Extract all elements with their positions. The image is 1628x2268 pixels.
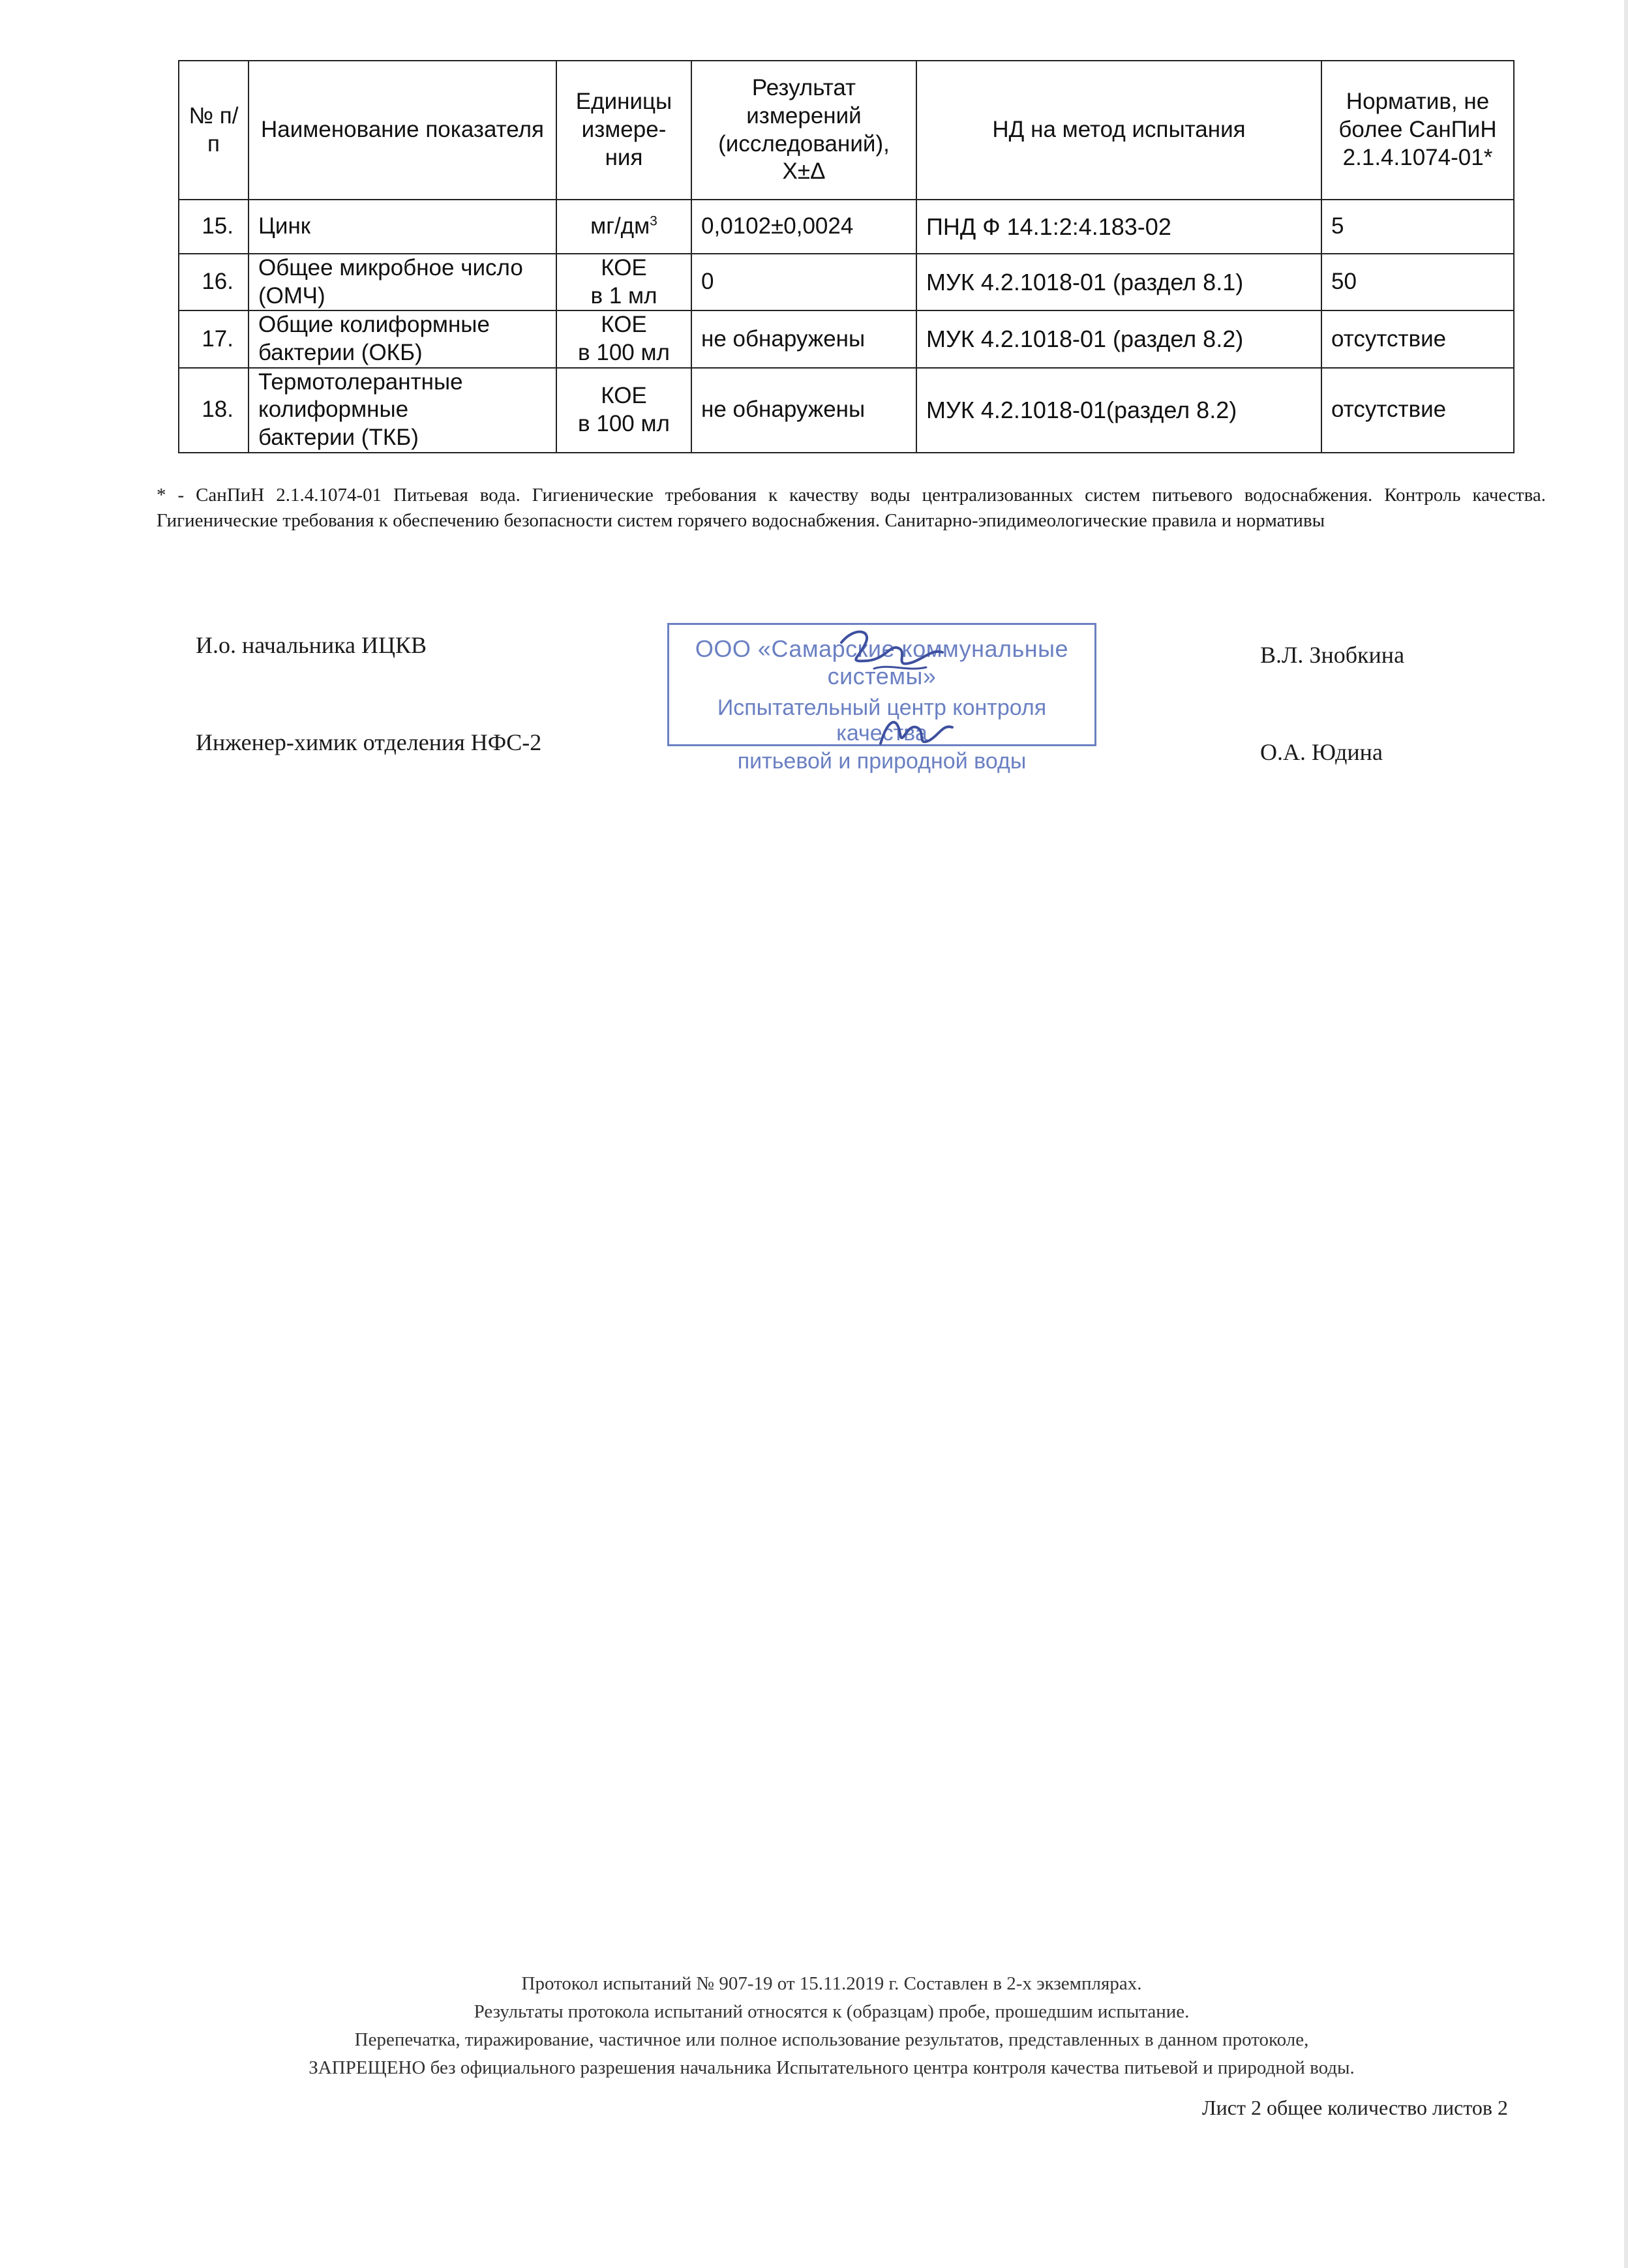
sheet-count: Лист 2 общее количество листов 2 — [1201, 2096, 1508, 2119]
row-result: 0 — [691, 254, 916, 310]
header-result: Результат измерений (исследований), X±Δ — [691, 61, 916, 200]
row-name: Общие колиформные бактерии (ОКБ) — [249, 310, 556, 367]
results-table — [178, 60, 1515, 453]
row-result: не обнаружены — [691, 368, 916, 453]
name-line: Термотолерантные — [258, 369, 463, 395]
row-unit — [556, 368, 691, 453]
row-unit — [556, 254, 691, 310]
row-norm: 50 — [1321, 254, 1514, 310]
signatory-role-1: И.о. начальника ИЦКВ — [196, 632, 427, 658]
row-method: МУК 4.2.1018-01(раздел 8.2) — [916, 368, 1321, 453]
row-no: 16. — [179, 254, 249, 310]
signature-znobkina — [828, 623, 952, 695]
page-edge — [1624, 0, 1628, 2268]
protocol-line-2: Результаты протокола испытаний относятся к (образцам) пробе, прошедшим испытание. — [474, 2001, 1190, 2022]
row-norm: отсутствие — [1321, 368, 1514, 453]
signatory-role-2: Инженер-химик отделения НФС-2 — [196, 729, 542, 755]
unit-line: КОЕ — [601, 255, 647, 280]
protocol-line-3: Перепечатка, тиражирование, частичное или полное использование результатов, представленных в данном протоколе, — [354, 2029, 1309, 2050]
row-unit — [556, 310, 691, 367]
table-row — [179, 368, 1514, 453]
unit-line: КОЕ — [601, 383, 647, 409]
row-name: Цинк — [249, 200, 556, 254]
unit-line: в 1 мл — [590, 282, 657, 309]
protocol-line-1: Протокол испытаний № 907-19 от 15.11.2019 г. Составлен в 2-х экземплярах. — [521, 1973, 1142, 1994]
row-name: Общее микробное число (ОМЧ) — [249, 254, 556, 310]
header-name: Наименование показателя — [249, 61, 556, 200]
row-norm: 5 — [1321, 200, 1514, 254]
unit-superscript: 3 — [650, 213, 657, 229]
table-row — [179, 254, 1514, 310]
signature-yudina — [871, 708, 962, 757]
name-line: колиформные — [258, 397, 409, 423]
signatory-name-2: О.А. Юдина — [1260, 739, 1383, 765]
unit-line: в 100 мл — [578, 340, 670, 366]
header-method: НД на метод испытания — [916, 61, 1321, 200]
signatory-name-1: В.Л. Знобкина — [1260, 642, 1405, 668]
table-row — [179, 310, 1514, 367]
protocol-line-4: ЗАПРЕЩЕНО без официального разрешения начальника Испытательного центра контроля качества питьевой и природной воды. — [309, 2057, 1355, 2078]
row-method: ПНД Ф 14.1:2:4.183-02 — [916, 200, 1321, 254]
protocol-note — [157, 1970, 1507, 2082]
name-line: бактерии (ТКБ) — [258, 425, 419, 451]
row-norm: отсутствие — [1321, 310, 1514, 367]
row-result: не обнаружены — [691, 310, 916, 367]
row-unit — [556, 200, 691, 254]
header-units: Единицы измере-ния — [556, 61, 691, 200]
table-header-row — [179, 61, 1514, 200]
stamp-line-2: Испытательный центр контроля качества — [717, 695, 1047, 746]
row-result: 0,0102±0,0024 — [691, 200, 916, 254]
stamp-line-1: ООО «Самарские коммунальные системы» — [695, 635, 1069, 689]
unit-base: мг/дм — [590, 213, 650, 239]
row-name — [249, 368, 556, 453]
row-method: МУК 4.2.1018-01 (раздел 8.1) — [916, 254, 1321, 310]
row-no: 17. — [179, 310, 249, 367]
header-norm: Норматив, не более СанПиН 2.1.4.1074-01* — [1321, 61, 1514, 200]
sanpin-footnote: * - СанПиН 2.1.4.1074-01 Питьевая вода. Гигиенические требования к качеству воды централизованных систем питьевого водоснабжения. Контроль качества. Гигиенические требования к обеспечению безопасности систем горячего водоснабжения. Санитарно-эпидимеологические правила и нормативы — [157, 485, 1546, 531]
row-no: 18. — [179, 368, 249, 453]
stamp-line-3: питьевой и природной воды — [737, 749, 1027, 774]
header-no: № п/п — [179, 61, 249, 200]
row-method: МУК 4.2.1018-01 (раздел 8.2) — [916, 310, 1321, 367]
row-no: 15. — [179, 200, 249, 254]
unit-line: в 100 мл — [578, 410, 670, 436]
unit-line: КОЕ — [601, 312, 647, 338]
table-row — [179, 200, 1514, 254]
